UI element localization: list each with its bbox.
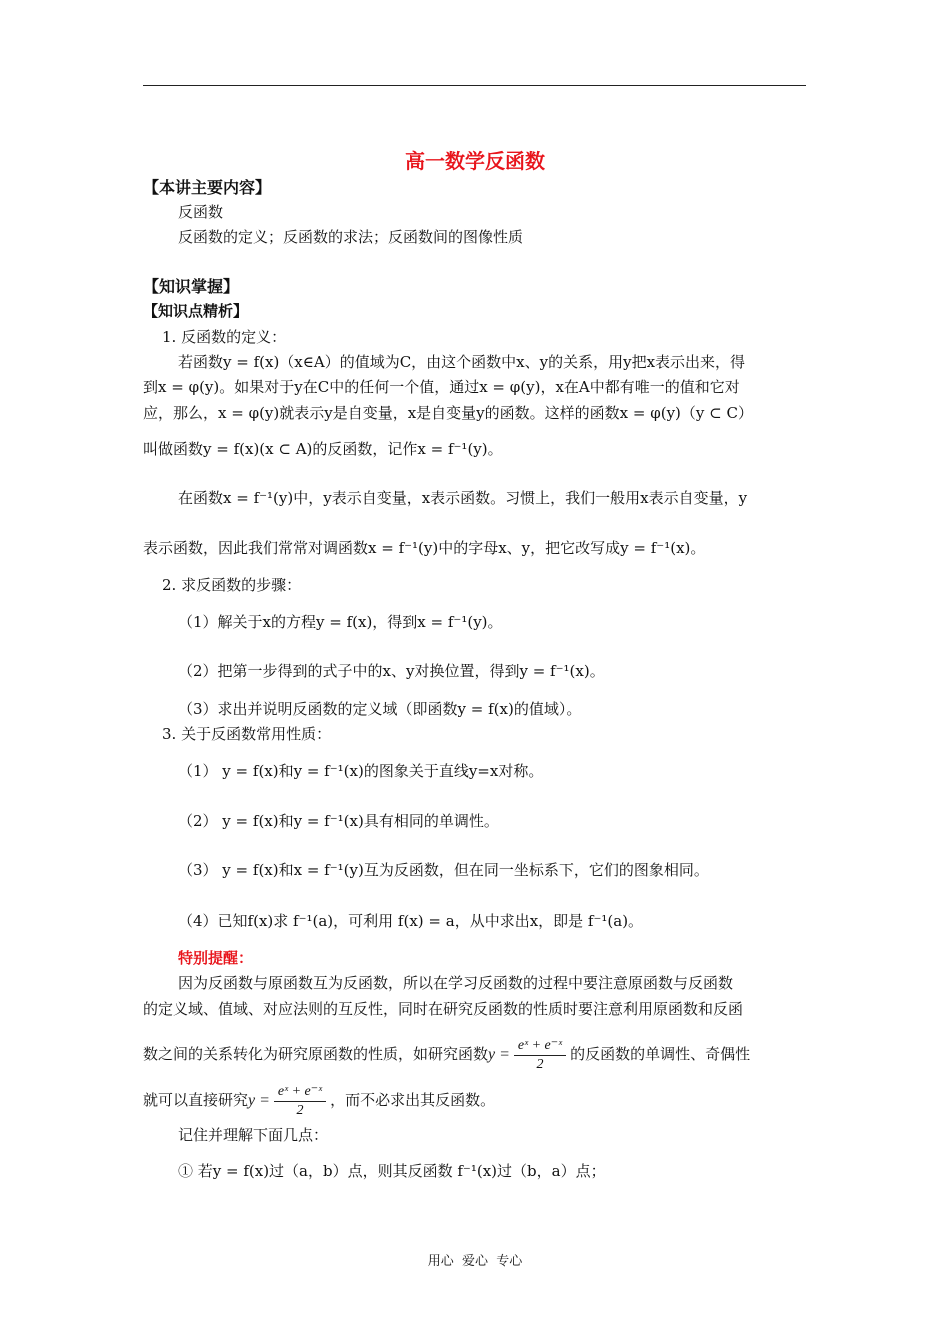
reminder-heading: 特别提醒：: [178, 949, 254, 967]
point-heading: 2. 求反函数的步骤：: [162, 576, 302, 594]
paragraph-line: 的定义域、值域、对应法则的互反性，同时在研究反函数的性质时要注意利用原函数和反函: [143, 1000, 744, 1018]
paragraph-line-with-fraction: [143, 1080, 495, 1121]
text-run: ，而不必求出其反函数。: [330, 1091, 496, 1109]
paragraph-line: 叫做函数y = f(x)(x ⊂ A)的反函数，记作x = f⁻¹(y)。: [143, 440, 503, 458]
section-heading-points: 【知识点精析】: [143, 302, 249, 320]
property-line: （1） y = f(x)和y = f⁻¹(x)的图象关于直线y=x对称。: [178, 762, 544, 780]
property-line: （4）已知f(x)求 f⁻¹(a)，可利用 f(x) = a，从中求出x，即是 f⁻¹(a)。: [178, 912, 644, 930]
paragraph-line: ① 若y = f(x)过（a，b）点，则其反函数 f⁻¹(x)过（b，a）点；: [178, 1162, 606, 1180]
step-line: （3）求出并说明反函数的定义域（即函数y = f(x)的值域）。: [178, 700, 582, 718]
step-line: （2）把第一步得到的式子中的x、y对换位置，得到y = f⁻¹(x)。: [178, 662, 605, 680]
paragraph-line: 应，那么，x = φ(y)就表示y是自变量，x是自变量y的函数。这样的函数x = φ(y)（y ⊂ C）: [143, 404, 753, 422]
math-lhs: y =: [248, 1092, 270, 1109]
fraction-numerator: eˣ + e⁻ˣ: [274, 1083, 326, 1102]
text-run: 就可以直接研究: [143, 1091, 249, 1109]
text-run: 数之间的关系转化为研究原函数的性质，如研究函数: [143, 1045, 489, 1063]
fraction: [514, 1037, 566, 1074]
section-heading-content: 【本讲主要内容】: [143, 178, 272, 197]
point-heading: 3. 关于反函数常用性质：: [162, 725, 332, 743]
fraction-denominator: 2: [296, 1102, 304, 1118]
point-heading: 1. 反函数的定义：: [162, 328, 287, 346]
section-heading-knowledge: 【知识掌握】: [143, 277, 240, 296]
paragraph-line: 表示函数，因此我们常常对调函数x = f⁻¹(y)中的字母x、y，把它改写成y = f⁻¹(x)。: [143, 539, 706, 557]
paragraph-line: 因为反函数与原函数互为反函数，所以在学习反函数的过程中要注意原函数与反函数: [178, 974, 734, 992]
text-run: 的反函数的单调性、奇偶性: [570, 1045, 751, 1063]
property-line: （2） y = f(x)和y = f⁻¹(x)具有相同的单调性。: [178, 812, 499, 830]
fraction: [274, 1083, 326, 1120]
content-item: 反函数的定义；反函数的求法；反函数间的图像性质: [178, 228, 524, 246]
paragraph-line: 在函数x = f⁻¹(y)中，y表示自变量，x表示函数。习惯上，我们一般用x表示自变量，y: [178, 489, 748, 507]
page-title: 高一数学反函数: [405, 149, 545, 173]
paragraph-line-with-fraction: [143, 1034, 750, 1075]
header-rule: [143, 85, 806, 86]
paragraph-line: 若函数y = f(x)（x∈A）的值域为C，由这个函数中x、y的关系，用y把x表示出来，得: [178, 353, 746, 371]
step-line: （1）解关于x的方程y = f(x)，得到x = f⁻¹(y)。: [178, 613, 503, 631]
property-line: （3） y = f(x)和x = f⁻¹(y)互为反函数，但在同一坐标系下，它们的图象相同。: [178, 861, 709, 879]
fraction-numerator: eˣ + e⁻ˣ: [514, 1037, 566, 1056]
math-lhs: y =: [488, 1046, 510, 1063]
content-item: 反函数: [178, 203, 224, 221]
fraction-denominator: 2: [536, 1056, 544, 1072]
page-footer: 用心 爱心 专心: [427, 1254, 523, 1269]
paragraph-line: 记住并理解下面几点：: [178, 1126, 329, 1144]
paragraph-line: 到x = φ(y)。如果对于y在C中的任何一个值，通过x = φ(y)，x在A中都有唯一的值和它对: [143, 378, 740, 396]
